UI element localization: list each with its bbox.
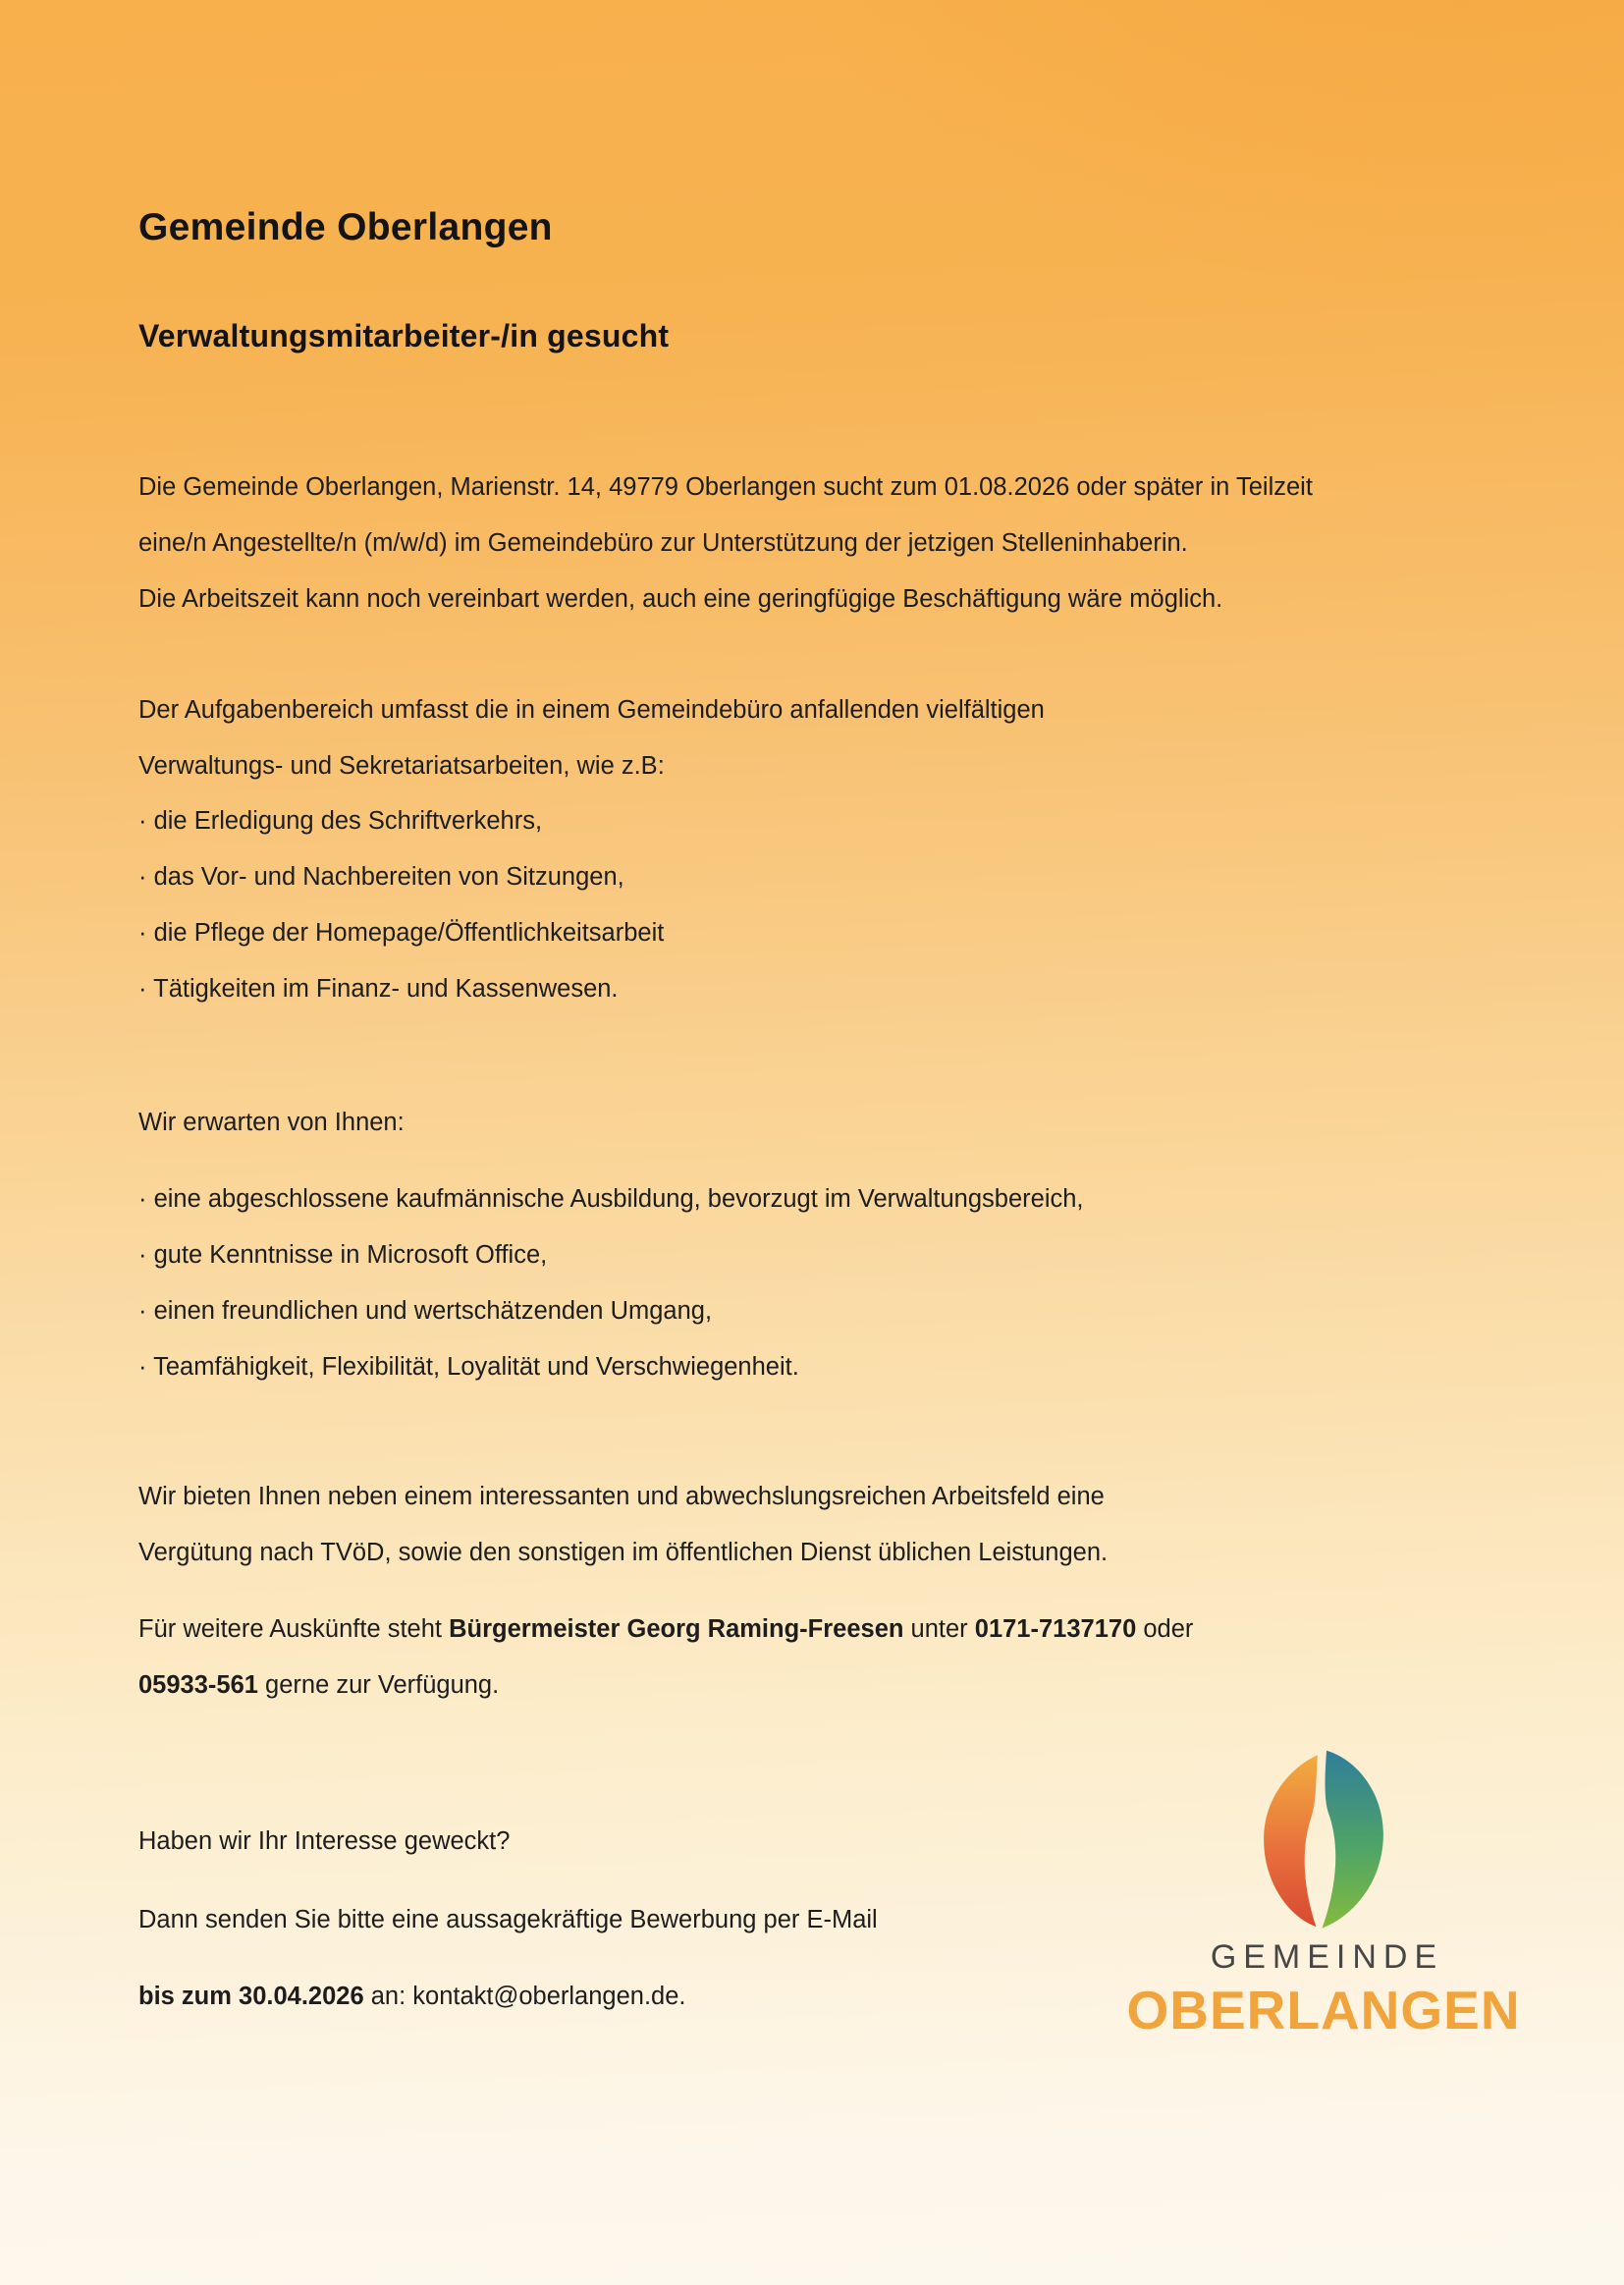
tasks-intro-line: Der Aufgabenbereich umfasst die in einem Gemeindebüro anfallenden vielfältigen: [138, 696, 1045, 724]
task-item: · die Erledigung des Schriftverkehrs,: [138, 807, 543, 835]
contact-text: unter: [903, 1615, 975, 1643]
expectations-list: [138, 1171, 1084, 1395]
task-item: · die Pflege der Homepage/Öffentlichkeitsarbeit: [138, 919, 665, 947]
contact-email: an: kontakt@oberlangen.de.: [363, 1983, 686, 2010]
interest-question: Haben wir Ihr Interesse geweckt?: [138, 1827, 511, 1855]
tasks-intro-line: Verwaltungs- und Sekretariatsarbeiten, wie z.B:: [138, 752, 665, 780]
offer-line: Wir bieten Ihnen neben einem interessanten und abwechslungsreichen Arbeitsfeld eine: [138, 1483, 1105, 1510]
logo-text-oberlangen: OBERLANGEN: [1126, 1980, 1521, 2040]
expectation-item: · eine abgeschlossene kaufmännische Ausbildung, bevorzugt im Verwaltungsbereich,: [138, 1185, 1084, 1213]
expectation-item: · Teamfähigkeit, Flexibilität, Loyalität und Verschwiegenheit.: [138, 1353, 799, 1381]
contact-paragraph: [138, 1602, 1193, 1714]
municipality-logo: [1082, 1746, 1565, 2041]
intro-paragraph: [138, 460, 1313, 627]
contact-text: Für weitere Auskünfte steht: [138, 1615, 450, 1643]
deadline-line: [138, 1969, 686, 2025]
task-item: · das Vor- und Nachbereiten von Sitzungen,: [138, 863, 624, 891]
offer-line: Vergütung nach TVöD, sowie den sonstigen im öffentlichen Dienst üblichen Leistungen.: [138, 1539, 1109, 1566]
contact-mayor-name: Bürgermeister Georg Raming-Freesen: [449, 1615, 904, 1643]
contact-text: gerne zur Verfügung.: [257, 1671, 500, 1699]
expectation-item: · gute Kenntnisse in Microsoft Office,: [138, 1241, 548, 1269]
contact-phone-mobile: 0171-7137170: [974, 1615, 1137, 1643]
intro-line: eine/n Angestellte/n (m/w/d) im Gemeindebüro zur Unterstützung der jetzigen Stelleninhaberin.: [138, 529, 1188, 557]
contact-phone-landline: 05933-561: [138, 1671, 258, 1699]
intro-line: Die Gemeinde Oberlangen, Marienstr. 14, 49779 Oberlangen sucht zum 01.08.2026 oder später in Teilzeit: [138, 473, 1313, 501]
page-title: Gemeinde Oberlangen: [138, 206, 553, 248]
logo-text-gemeinde: GEMEINDE: [1210, 1938, 1444, 1976]
expectation-item: · einen freundlichen und wertschätzenden Umgang,: [138, 1297, 713, 1325]
page-subtitle: Verwaltungsmitarbeiter-/in gesucht: [138, 318, 670, 354]
deadline-date: bis zum 30.04.2026: [138, 1983, 364, 2010]
tasks-list: [138, 793, 664, 1017]
task-item: · Tätigkeiten im Finanz- und Kassenwesen.: [138, 975, 619, 1003]
tasks-intro: [138, 682, 1045, 794]
expectations-heading: Wir erwarten von Ihnen:: [138, 1109, 405, 1136]
application-instruction: Dann senden Sie bitte eine aussagekräftige Bewerbung per E-Mail: [138, 1906, 878, 1933]
intro-line: Die Arbeitszeit kann noch vereinbart werden, auch eine geringfügige Beschäftigung wäre möglich.: [138, 585, 1223, 613]
contact-text: oder: [1136, 1615, 1194, 1643]
contact-line-2: [138, 1658, 1193, 1714]
flame-logo-icon: [1249, 1746, 1398, 1934]
offer-paragraph: [138, 1469, 1108, 1581]
contact-line-1: [138, 1602, 1193, 1658]
